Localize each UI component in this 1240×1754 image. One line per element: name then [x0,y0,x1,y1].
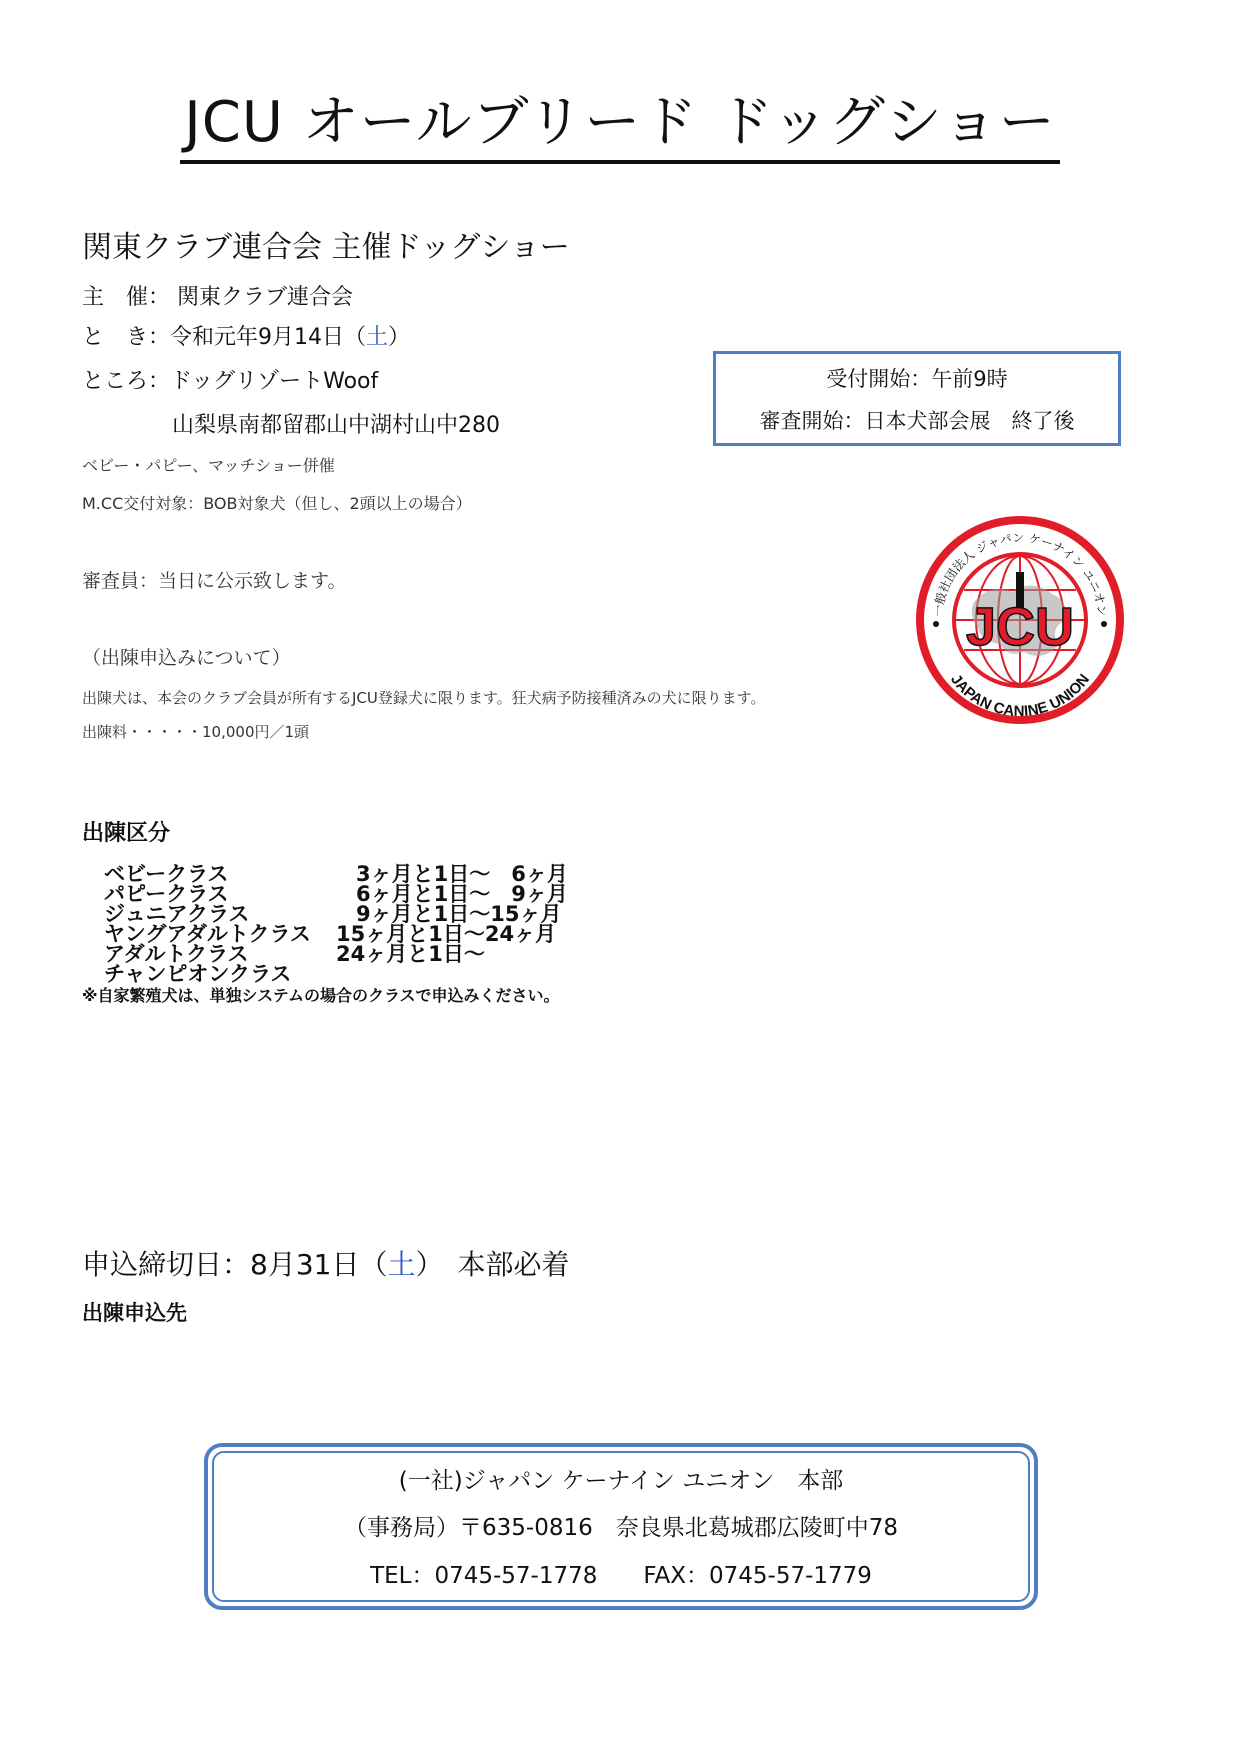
class-name-champion: チャンピオンクラス [104,962,292,986]
note-baby-puppy: ベビー・パピー、マッチショー併催 [82,456,335,475]
date-weekday: 土 [366,325,389,350]
class-age-adult: 24ヶ月と1日～ [336,942,485,966]
event-subtitle: 関東クラブ連合会 主催ドッグショー [82,230,570,265]
judge-line: 審査員：当日に公示致します。 [82,570,347,592]
date-line [82,322,410,354]
logo-star-left-icon [933,621,939,627]
reception-box [713,351,1121,446]
entry-rule: 出陳犬は、本会のクラブ会員が所有するJCU登録犬に限ります。狂犬病予防接種済みの犬に限ります。 [82,689,766,707]
class-heading: 出陳区分 [82,821,171,846]
class-age-puppy: 6ヶ月と1日～ 9ヶ月 [356,882,568,906]
contact-address: （事務局）〒635-0816 奈良県北葛城郡広陵町中78 [344,1515,898,1541]
logo-arc-bottom: JAPAN CANINE UNION [947,671,1093,721]
class-age-junior: 9ヶ月と1日～15ヶ月 [356,902,562,926]
class-name-puppy: パピークラス [104,882,229,906]
document-title: JCU オールブリード ドッグショー [0,88,1240,164]
judging-start: 審査開始：日本犬部会展 終了後 [759,409,1075,433]
class-name-adult: アダルトクラス [104,942,249,966]
organizer-line: 主 催： 関東クラブ連合会 [82,285,353,310]
logo-star-right-icon [1101,621,1107,627]
contact-phone-fax: TEL：0745-57-1778 FAX：0745-57-1779 [370,1563,872,1589]
deadline-prefix: 申込締切日：8月31日（ [82,1248,388,1281]
logo-center-text: JCU [965,597,1075,657]
deadline-weekday: 土 [387,1248,416,1281]
entry-about-heading: （出陳申込みについて） [82,647,291,669]
contact-heading: 出陳申込先 [82,1301,187,1325]
class-name-junior: ジュニアクラス [104,902,250,926]
venue-line: ところ：ドッグリゾートWoof [82,369,379,394]
note-mcc: M.CC交付対象：BOB対象犬（但し、2頭以上の場合） [82,494,472,513]
deadline-line [82,1245,569,1285]
class-age-young-adult: 15ヶ月と1日～24ヶ月 [336,922,557,946]
date-suffix: ） [388,325,411,350]
class-note: ※自家繁殖犬は、単独システムの場合のクラスで申込みください。 [82,986,560,1005]
logo-arc-top: 一般社団法人 ジャパン ケーナイン ユニオン [930,530,1110,618]
address-line: 山梨県南都留郡山中湖村山中280 [172,413,500,438]
date-prefix: と き：令和元年9月14日（ [82,325,366,350]
jcu-logo [912,512,1128,728]
contact-org: (一社)ジャパン ケーナイン ユニオン 本部 [398,1468,844,1494]
class-name-baby: ベビークラス [104,862,229,886]
class-age-baby: 3ヶ月と1日～ 6ヶ月 [356,862,568,886]
class-name-young-adult: ヤングアダルトクラス [104,922,311,946]
reception-start: 受付開始：午前9時 [826,367,1008,391]
deadline-suffix: ） 本部必着 [415,1248,570,1281]
entry-fee: 出陳料・・・・・10,000円／1頭 [82,723,310,741]
